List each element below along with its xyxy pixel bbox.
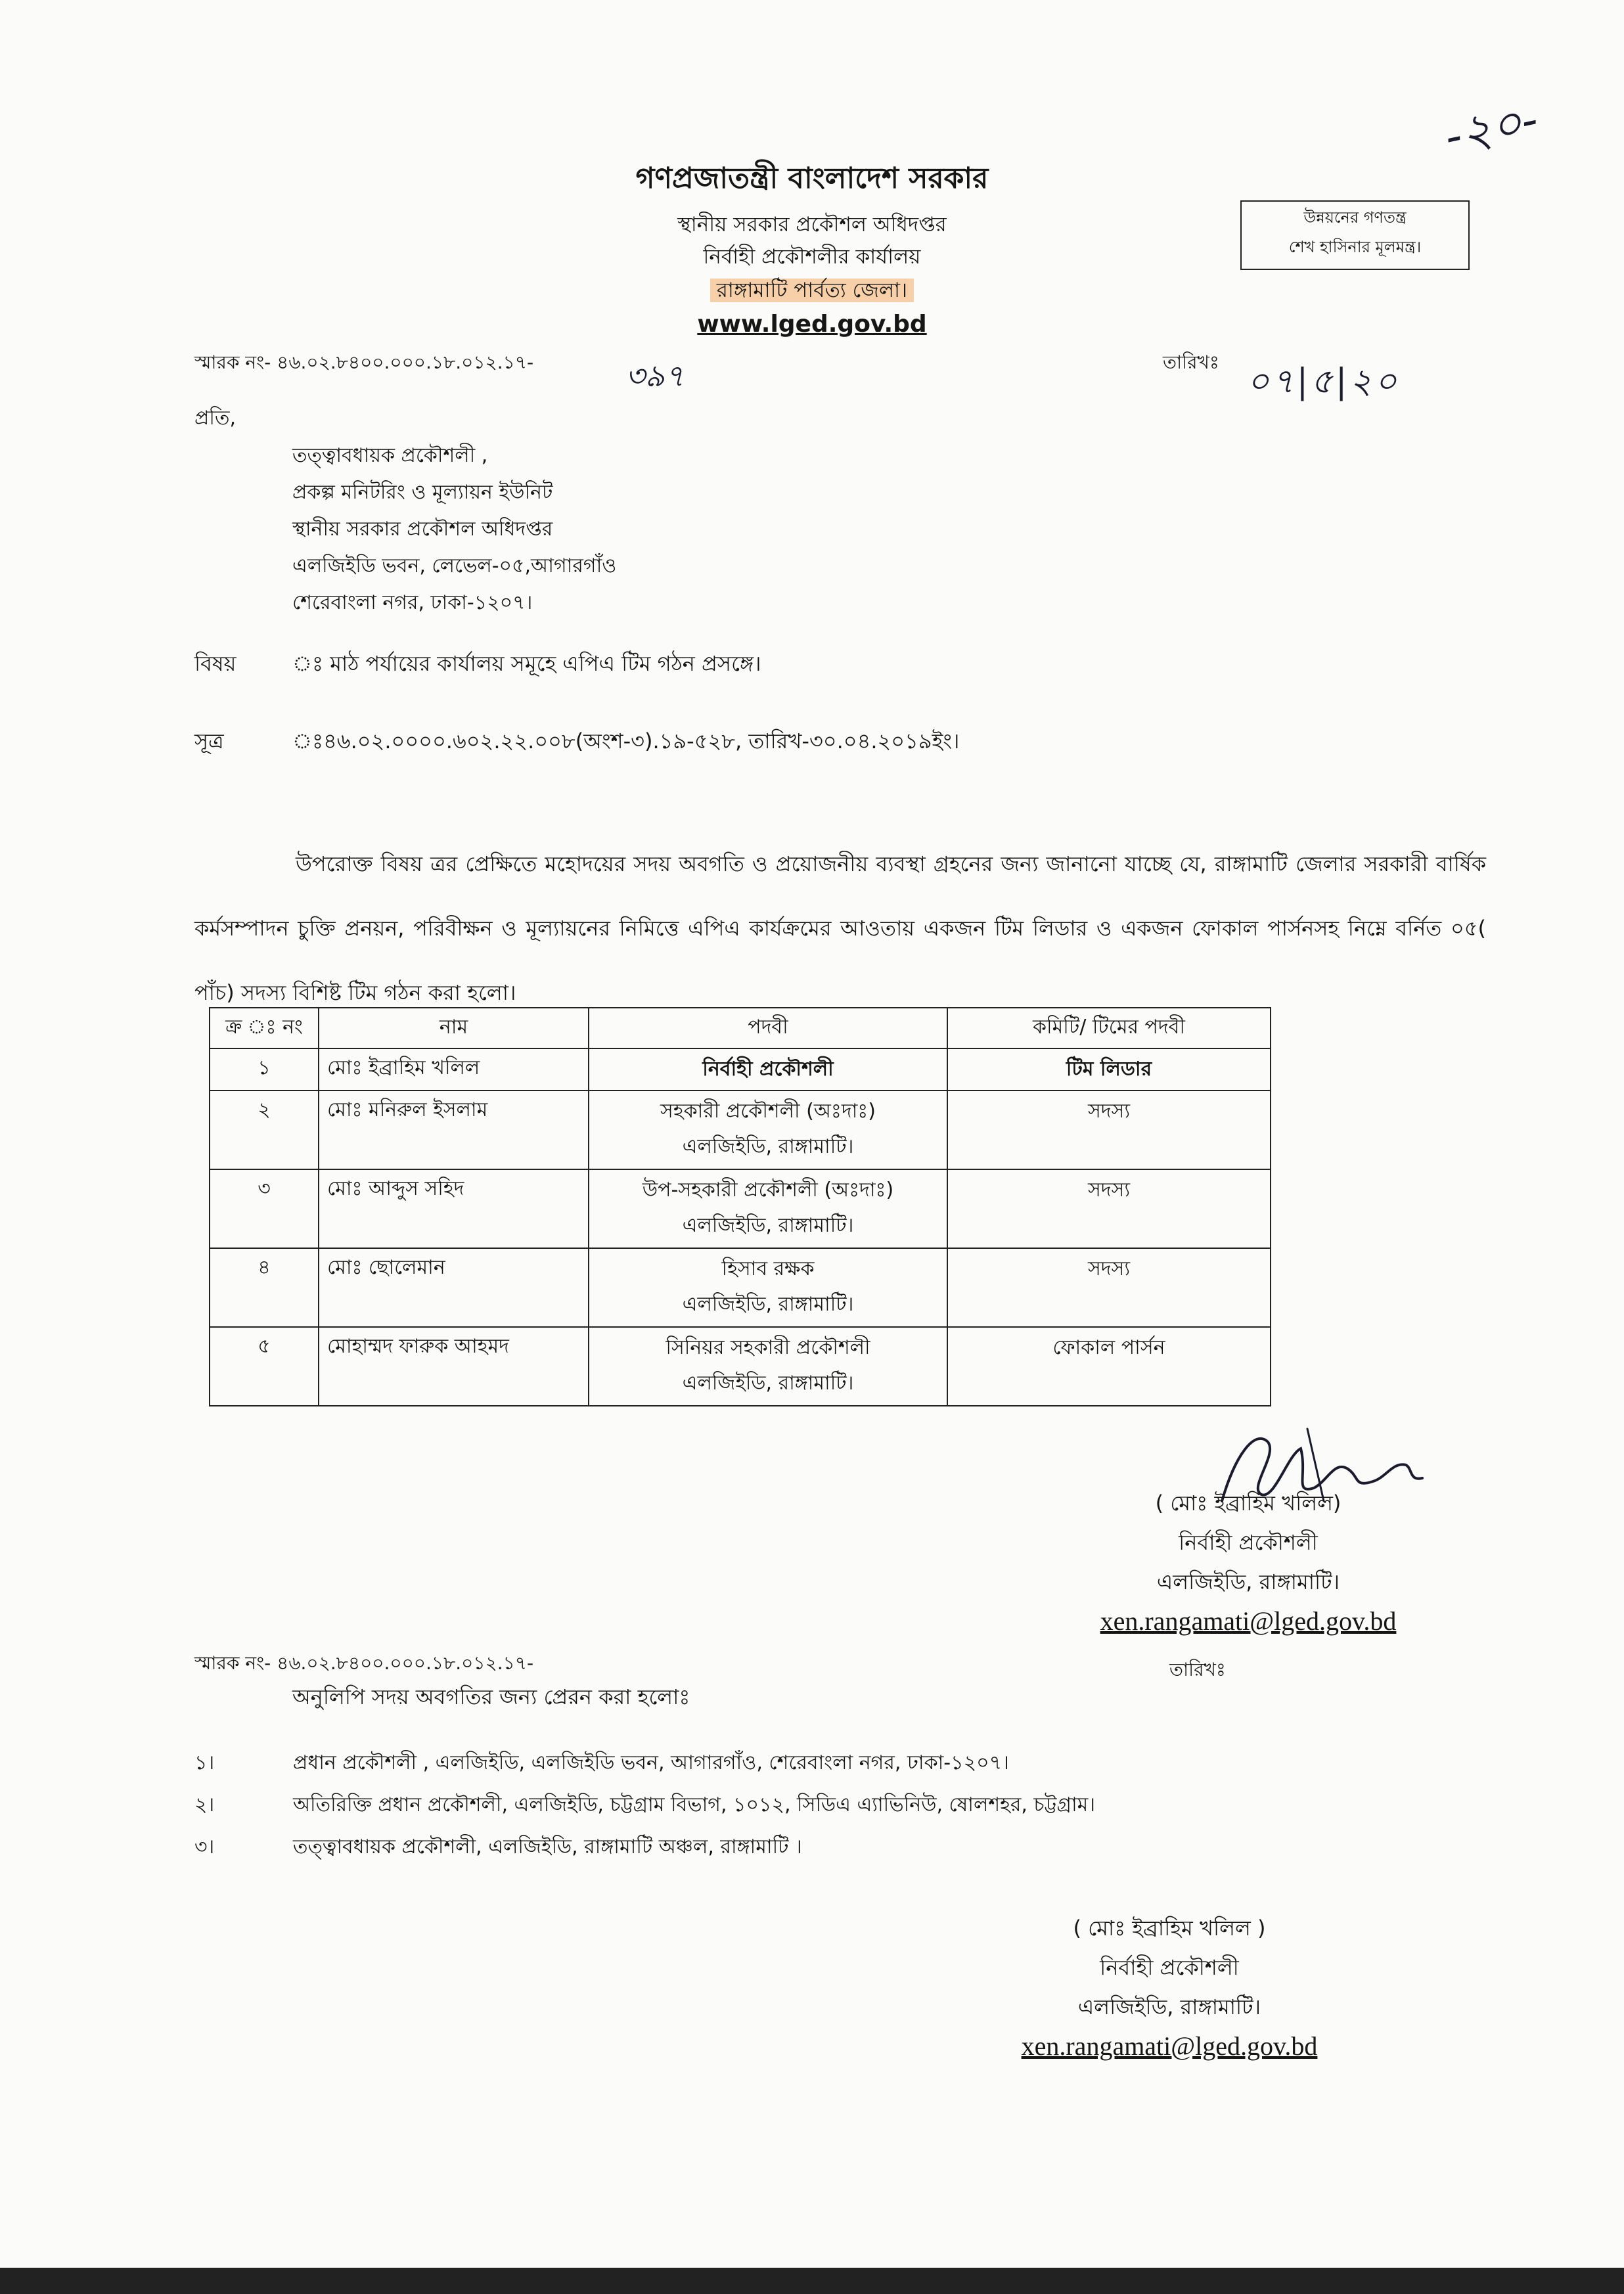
cell-role: ফোকাল পার্সন: [947, 1327, 1271, 1406]
cell-office: এলজিইডি, রাঙ্গামাটি।: [682, 1372, 854, 1395]
list-item-text: অতিরিক্তি প্রধান প্রকৌশলী, এলজিইডি, চট্টগ্রাম বিভাগ, ১০১২, সিডিএ এ্যাভিনিউ, ষোলশহর, চট্টগ্রাম।: [293, 1793, 1096, 1816]
date-label-2: তারিখঃ: [1169, 1659, 1226, 1680]
cell-role: সদস্য: [947, 1091, 1271, 1169]
subject-text: ঃ মাঠ পর্যায়ের কার্যালয় সমূহে এপিএ টিম গঠন প্রসঙ্গে।: [292, 651, 761, 676]
list-item: [194, 1784, 1095, 1826]
header-designation: পদবী: [589, 1008, 947, 1048]
recipient-address: [292, 438, 616, 621]
signatory-email[interactable]: xen.rangamati@lged.gov.bd: [1021, 2031, 1318, 2061]
slogan-line-1: উন্নয়নের গণতন্ত্র: [1303, 208, 1407, 227]
memo-number: স্মারক নং- ৪৬.০২.৮৪০০.০০০.১৮.০১২.১৭-: [194, 351, 534, 373]
cell-serial: ৪: [210, 1248, 319, 1327]
handwritten-memo-no: ৩৯৭: [625, 358, 685, 394]
cell-name: মোহাম্মদ ফারুক আহমদ: [319, 1327, 589, 1406]
signature-block-2: [933, 1908, 1406, 2066]
cell-name: মোঃ ইব্রাহিম খলিল: [319, 1048, 589, 1091]
header-name: নাম: [319, 1008, 589, 1048]
cell-designation-block: [589, 1169, 947, 1248]
cell-serial: ৩: [210, 1169, 319, 1248]
cell-name: মোঃ ছোলেমান: [319, 1248, 589, 1327]
cell-office: এলজিইডি, রাঙ্গামাটি।: [682, 1293, 854, 1316]
signatory-name: ( মোঃ ইব্রাহিম খলিল ): [1073, 1916, 1266, 1941]
list-item-number: ১।: [194, 1751, 215, 1774]
date-label: তারিখঃ: [1163, 351, 1219, 373]
page-number: -২০-: [1439, 91, 1543, 165]
table-row: [210, 1048, 1271, 1091]
cell-role: সদস্য: [947, 1248, 1271, 1327]
cell-designation: উপ-সহকারী প্রকৌশলী (অঃদাঃ): [642, 1179, 894, 1202]
team-table: [209, 1007, 1271, 1406]
recipient-line: প্রকল্প মনিটরিং ও মূল্যায়ন ইউনিট: [292, 481, 553, 504]
list-item-text: তত্ত্বাবধায়ক প্রকৌশলী, এলজিইডি, রাঙ্গামাটি অঞ্চল, রাঙ্গামাটি ।: [293, 1835, 802, 1858]
list-item-number: ২।: [194, 1793, 215, 1816]
header-team-role: কমিটি/ টিমের পদবী: [947, 1008, 1271, 1048]
cell-serial: ৫: [210, 1327, 319, 1406]
table-row: [210, 1091, 1271, 1169]
copy-forward-text: অনুলিপি সদয় অবগতির জন্য প্রেরন করা হলোঃ: [292, 1684, 690, 1709]
cell-role: সদস্য: [947, 1169, 1271, 1248]
cell-designation: নির্বাহী প্রকৌশলী: [589, 1048, 947, 1091]
handwritten-date: ০৭|৫|২০: [1247, 362, 1400, 401]
signatory-email[interactable]: xen.rangamati@lged.gov.bd: [1100, 1606, 1397, 1636]
list-item: [194, 1826, 1095, 1868]
table-header-row: [210, 1008, 1271, 1048]
header-serial: ক্র ঃ নং: [210, 1008, 319, 1048]
recipient-line: স্থানীয় সরকার প্রকৌশল অধিদপ্তর: [292, 518, 553, 541]
office-name: নির্বাহী প্রকৌশলীর কার্যালয়: [703, 245, 921, 269]
recipient-line: এলজিইডি ভবন, লেভেল-০৫,আগারগাঁও: [292, 554, 617, 577]
list-item: [194, 1742, 1095, 1784]
signatory-title: নির্বাহী প্রকৌশলী: [1100, 1955, 1239, 1980]
cell-designation: সহকারী প্রকৌশলী (অঃদাঃ): [660, 1100, 876, 1123]
table-row: [210, 1169, 1271, 1248]
cell-office: এলজিইডি, রাঙ্গামাটি।: [682, 1135, 854, 1158]
recipient-line: তত্ত্বাবধায়ক প্রকৌশলী ,: [292, 444, 488, 467]
signature-block-1: [1025, 1483, 1472, 1641]
cell-designation-block: [589, 1248, 947, 1327]
reference-text: ঃ৪৬.০২.০০০০.৬০২.২২.০০৮(অংশ-৩).১৯-৫২৮, তারিখ-৩০.০৪.২০১৯ইং।: [292, 729, 960, 753]
government-title: গণপ্রজাতন্ত্রী বাংলাদেশ সরকার: [635, 162, 989, 195]
signatory-office: এলজিইডি, রাঙ্গামাটি।: [1156, 1569, 1340, 1594]
website-link[interactable]: www.lged.gov.bd: [697, 311, 927, 338]
cell-designation-block: [589, 1091, 947, 1169]
signatory-office: এলজিইডি, রাঙ্গামাটি।: [1077, 1994, 1261, 2019]
copy-list: [194, 1742, 1095, 1868]
scan-edge-bar: [0, 2268, 1624, 2294]
table-row: [210, 1248, 1271, 1327]
cell-designation-block: [589, 1327, 947, 1406]
cell-name: মোঃ মনিরুল ইসলাম: [319, 1091, 589, 1169]
district-highlight: রাঙ্গামাটি পার্বত্য জেলা।: [710, 279, 914, 302]
cell-serial: ১: [210, 1048, 319, 1091]
cell-office: এলজিইডি, রাঙ্গামাটি।: [682, 1214, 854, 1237]
cell-designation: সিনিয়র সহকারী প্রকৌশলী: [665, 1336, 870, 1359]
signatory-name: ( মোঃ ইব্রাহিম খলিল): [1155, 1491, 1342, 1516]
department-name: স্থানীয় সরকার প্রকৌশল অধিদপ্তর: [677, 213, 947, 236]
list-item-number: ৩।: [194, 1835, 215, 1858]
slogan-box: [1240, 200, 1470, 270]
table-row: [210, 1327, 1271, 1406]
cell-name: মোঃ আব্দুস সহিদ: [319, 1169, 589, 1248]
district-name: [0, 275, 1624, 309]
recipient-label: প্রতি,: [194, 407, 237, 430]
signatory-title: নির্বাহী প্রকৌশলী: [1179, 1530, 1318, 1555]
subject-label: বিষয়: [194, 651, 237, 676]
memo-number-2: স্মারক নং- ৪৬.০২.৮৪০০.০০০.১৮.০১২.১৭-: [194, 1652, 534, 1674]
cell-role: টিম লিডার: [947, 1048, 1271, 1091]
recipient-line: শেরেবাংলা নগর, ঢাকা-১২০৭।: [292, 591, 533, 614]
body-paragraph: উপরোক্ত বিষয় ত্রর প্রেক্ষিতে মহোদয়ের সদয় অবগতি ও প্রয়োজনীয় ব্যবস্থা গ্রহনের জন্য জানানো যাচ্ছে যে, রাঙ্গামাটি জেলার সরকারী বার্ষিক কর্মসম্পাদন চুক্তি প্রনয়ন, পরিবীক্ষন ও মূল্যায়নের নিমিত্তে এপিএ কার্যক্রমের আওতায় একজন টিম লিডার ও একজন ফোকাল পার্সনসহ নিম্নে বর্নিত ০৫( পাঁচ) সদস্য বিশিষ্ট টিম গঠন করা হলো।: [194, 851, 1486, 1005]
slogan-line-2: শেখ হাসিনার মূলমন্ত্র।: [1288, 238, 1422, 256]
cell-designation: হিসাব রক্ষক: [721, 1257, 815, 1280]
cell-serial: ২: [210, 1091, 319, 1169]
list-item-text: প্রধান প্রকৌশলী , এলজিইডি, এলজিইডি ভবন, আগারগাঁও, শেরেবাংলা নগর, ঢাকা-১২০৭।: [293, 1751, 1009, 1774]
reference-label: সূত্র: [194, 729, 224, 753]
